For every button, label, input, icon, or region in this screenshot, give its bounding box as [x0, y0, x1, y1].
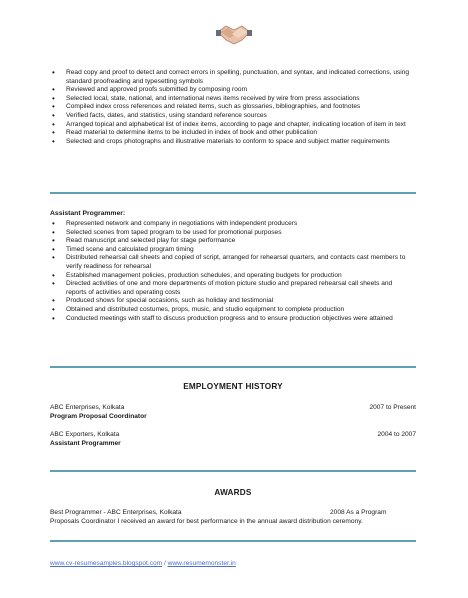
job-title: Assistant Programmer — [50, 439, 121, 447]
section-divider — [50, 192, 416, 194]
award-description: Proposals Coordinator I received an award for best performance in the annual award distribution ceremony. — [50, 518, 363, 525]
list-item: • Selected local, state, national, and international news items received by wire from press associations — [50, 95, 410, 104]
section-divider — [50, 470, 416, 472]
job-company: ABC Exporters, Kolkata — [50, 431, 120, 438]
list-item: • Reviewed and approved proofs submitted by composing room — [50, 86, 410, 95]
list-item: • Represented network and company in negotiations with independent producers — [50, 220, 410, 229]
job-date: 2007 to Present — [369, 404, 416, 411]
responsibilities-list — [50, 69, 410, 146]
award-year: 2008 As a Program — [330, 509, 387, 516]
list-item: • Directed activities of one and more departments of motion picture studio and prepared rehearsal call sheets and reports of activities and operating costs — [50, 280, 410, 297]
job-company: ABC Enterprises, Kolkata — [50, 404, 125, 411]
employment-history-heading: EMPLOYMENT HISTORY — [183, 382, 283, 391]
footer-links — [50, 560, 236, 567]
list-item: • Arranged topical and alphabetical list of index items, according to page and chapter, indicating location of item in text — [50, 121, 410, 130]
awards-heading: AWARDS — [214, 488, 252, 497]
job-entry — [50, 431, 416, 448]
award-title: Best Programmer - ABC Enterprises, Kolkata — [50, 509, 182, 516]
section-divider — [50, 540, 416, 542]
job-title: Program Proposal Coordinator — [50, 412, 147, 420]
handshake-icon — [216, 18, 252, 48]
list-item: • Timed scene and calculated program timing — [50, 246, 410, 255]
footer-link-resumemonster[interactable]: www.resumemonster.in — [167, 560, 236, 567]
list-item: • Produced shows for special occasions, such as holiday and testimonial — [50, 297, 410, 306]
job-entry — [50, 404, 416, 421]
list-item: • Read manuscript and selected play for stage performance — [50, 237, 410, 246]
list-item: • Obtained and distributed costumes, props, music, and studio equipment to complete production — [50, 306, 410, 315]
assistant-programmer-heading: Assistant Programmer: — [50, 210, 126, 217]
list-item: • Established management policies, production schedules, and operating budgets for production — [50, 272, 410, 281]
list-item: • Read copy and proof to detect and correct errors in spelling, punctuation, and syntax, and indicated corrections, using standard proofreading and typesetting symbols — [50, 69, 410, 86]
list-item: • Selected and crops photographs and illustrative materials to conform to space and subject matter requirements — [50, 138, 410, 147]
award-entry — [50, 508, 416, 526]
list-item: • Selected scenes from taped program to be used for promotional purposes — [50, 229, 410, 238]
assistant-duties-list — [50, 220, 410, 323]
list-item: • Conducted meetings with staff to discuss production progress and to ensure production objectives were attained — [50, 315, 410, 324]
footer-separator: / — [162, 560, 166, 567]
list-item: • Compiled index cross references and related items, such as glossaries, bibliographies, and footnotes — [50, 103, 410, 112]
list-item: • Read material to determine items to be included in index of book and other publication — [50, 129, 410, 138]
list-item: • Distributed rehearsal call sheets and copied of script, arranged for rehearsal quarters, and contacts cast members to verify readiness for rehearsal — [50, 254, 410, 271]
footer-link-cv-resumesamples[interactable]: www.cv-resumesamples.blogspot.com — [50, 560, 163, 567]
section-divider — [50, 366, 416, 368]
handshake-logo — [216, 18, 252, 48]
list-item: • Verified facts, dates, and statistics, using standard reference sources — [50, 112, 410, 121]
job-date: 2004 to 2007 — [377, 431, 416, 438]
